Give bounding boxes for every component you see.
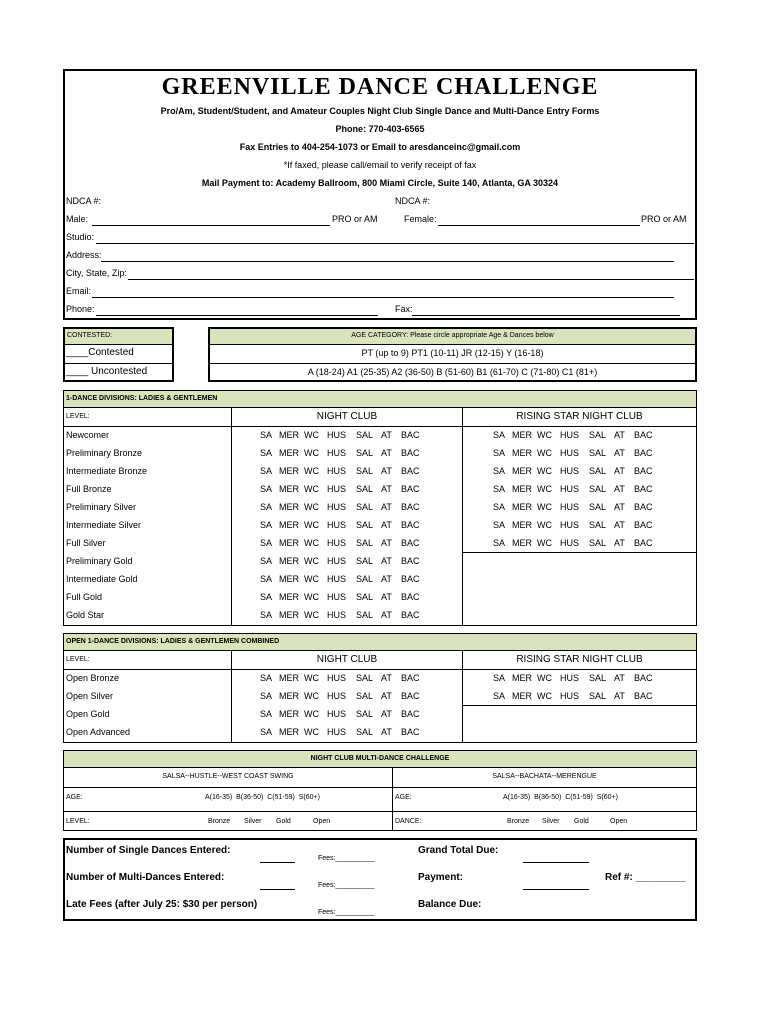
single-level-row: Intermediate Silver [66, 520, 142, 530]
open-rising-bottom [462, 705, 696, 706]
single-nightclub-mer-option[interactable]: MER [279, 574, 299, 584]
single-nightclub-mer-option[interactable]: MER [279, 484, 299, 494]
single-nightclub-wc-option[interactable]: WC [304, 430, 319, 440]
open-level-row: Open Advanced [66, 727, 131, 737]
single-risingstar-mer-option[interactable]: MER [512, 466, 532, 476]
open-col-nightclub: NIGHT CLUB [316, 654, 378, 665]
open-nightclub-hus-option[interactable]: HUS [327, 691, 347, 701]
single-risingstar-sal-option[interactable]: SAL [589, 466, 607, 476]
single-risingstar-mer-option[interactable]: MER [512, 502, 532, 512]
multi-age-label-2: AGE: [395, 794, 412, 801]
open-nightclub-sa-option[interactable]: SA [260, 673, 273, 683]
single-risingstar-bac-option[interactable]: BAC [634, 430, 653, 440]
single-nightclub-bac-option[interactable]: BAC [401, 520, 420, 530]
city-label: City, State, Zip: [66, 268, 127, 278]
multi-right-title: SALSA--BACHATA--MERENGUE [492, 773, 597, 780]
studio-line[interactable] [96, 243, 694, 244]
single-risingstar-at-option[interactable]: AT [614, 448, 625, 458]
single-level-row: Preliminary Gold [66, 556, 133, 566]
single-level-label: LEVEL: [66, 413, 90, 420]
single-risingstar-mer-option[interactable]: MER [512, 520, 532, 530]
single-risingstar-wc-option[interactable]: WC [537, 502, 552, 512]
single-nightclub-mer-option[interactable]: MER [279, 538, 299, 548]
single-nightclub-hus-option[interactable]: HUS [327, 430, 347, 440]
single-risingstar-at-option[interactable]: AT [614, 502, 625, 512]
open-risingstar-wc-option[interactable]: WC [537, 673, 552, 683]
multi-level-label: LEVEL: [66, 818, 90, 825]
single-risingstar-wc-option[interactable]: WC [537, 430, 552, 440]
multi-count-line[interactable] [260, 889, 295, 890]
page-title: GREENVILLE DANCE CHALLENGE [161, 74, 599, 100]
single-nightclub-mer-option[interactable]: MER [279, 430, 299, 440]
single-nightclub-bac-option[interactable]: BAC [401, 538, 420, 548]
single-nightclub-sal-option[interactable]: SAL [356, 430, 374, 440]
payment-line[interactable] [523, 889, 589, 890]
open-col-divider-2 [462, 651, 463, 742]
open-level-row: Open Silver [66, 691, 114, 701]
open-nightclub-bac-option[interactable]: BAC [401, 673, 420, 683]
pro-am-1: PRO or AM [332, 214, 378, 224]
open-nightclub-wc-option[interactable]: WC [304, 709, 319, 719]
multi-dance-gold[interactable]: Gold [574, 818, 589, 825]
open-col-risingstar: RISING STAR NIGHT CLUB [516, 654, 643, 665]
open-nightclub-bac-option[interactable]: BAC [401, 709, 420, 719]
single-nightclub-sa-option[interactable]: SA [260, 538, 273, 548]
single-risingstar-mer-option[interactable]: MER [512, 448, 532, 458]
age-line-1: PT (up to 9) PT1 (10-11) JR (12-15) Y (16-18) [361, 348, 544, 358]
open-risingstar-at-option[interactable]: AT [614, 691, 625, 701]
single-nightclub-bac-option[interactable]: BAC [401, 484, 420, 494]
single-nightclub-hus-option[interactable]: HUS [327, 520, 347, 530]
multi-age-options-2[interactable]: A(16-35) B(36-50) C(51-59) S(60+) [503, 794, 618, 801]
multi-dance-open[interactable]: Open [610, 818, 628, 825]
late-fees-label: Late Fees (after July 25: $30 per person) [66, 899, 258, 910]
fax-label: Fax: [395, 304, 413, 314]
single-nightclub-wc-option[interactable]: WC [304, 592, 319, 602]
single-risingstar-hus-option[interactable]: HUS [560, 520, 580, 530]
open-header [64, 634, 696, 651]
single-level-row: Full Silver [66, 538, 106, 548]
open-risingstar-sa-option[interactable]: SA [493, 691, 506, 701]
single-nightclub-at-option[interactable]: AT [381, 484, 392, 494]
male-line[interactable] [92, 225, 330, 226]
single-nightclub-sal-option[interactable]: SAL [356, 592, 374, 602]
open-nightclub-sal-option[interactable]: SAL [356, 673, 374, 683]
single-level-row: Preliminary Bronze [66, 448, 143, 458]
single-nightclub-hus-option[interactable]: HUS [327, 556, 347, 566]
contested-divider [65, 363, 172, 364]
single-nightclub-sal-option[interactable]: SAL [356, 556, 374, 566]
single-col-risingstar: RISING STAR NIGHT CLUB [516, 411, 643, 422]
studio-label: Studio: [66, 232, 95, 242]
subtitle: Pro/Am, Student/Student, and Amateur Couples Night Club Single Dance and Multi-Dance Entry Forms [160, 106, 600, 116]
multi-dance-silver[interactable]: Silver [542, 818, 560, 825]
multi-level-silver[interactable]: Silver [244, 818, 262, 825]
single-nightclub-wc-option[interactable]: WC [304, 610, 319, 620]
single-risingstar-bac-option[interactable]: BAC [634, 538, 653, 548]
single-header-text: 1-DANCE DIVISIONS: LADIES & GENTLEMEN [66, 395, 218, 402]
single-nightclub-at-option[interactable]: AT [381, 556, 392, 566]
single-risingstar-bac-option[interactable]: BAC [634, 520, 653, 530]
single-risingstar-sal-option[interactable]: SAL [589, 538, 607, 548]
single-nightclub-bac-option[interactable]: BAC [401, 502, 420, 512]
open-risingstar-mer-option[interactable]: MER [512, 673, 532, 683]
single-level-row: Full Gold [66, 592, 103, 602]
single-nightclub-bac-option[interactable]: BAC [401, 574, 420, 584]
single-subheader-line [64, 426, 696, 427]
single-risingstar-sal-option[interactable]: SAL [589, 430, 607, 440]
age-header-text: AGE CATEGORY: Please circle appropriate Age & Dances below [351, 332, 554, 339]
single-header [64, 391, 696, 408]
single-risingstar-hus-option[interactable]: HUS [560, 484, 580, 494]
single-risingstar-wc-option[interactable]: WC [537, 448, 552, 458]
open-nightclub-wc-option[interactable]: WC [304, 727, 319, 737]
single-level-row: Gold Star [66, 610, 105, 620]
single-nightclub-at-option[interactable]: AT [381, 520, 392, 530]
single-nightclub-sal-option[interactable]: SAL [356, 538, 374, 548]
open-nightclub-at-option[interactable]: AT [381, 727, 392, 737]
ndca-label-2: NDCA #: [395, 196, 431, 206]
single-nightclub-mer-option[interactable]: MER [279, 556, 299, 566]
single-nightclub-mer-option[interactable]: MER [279, 502, 299, 512]
multi-center-divider [392, 768, 393, 830]
open-nightclub-bac-option[interactable]: BAC [401, 691, 420, 701]
open-risingstar-bac-option[interactable]: BAC [634, 691, 653, 701]
open-risingstar-mer-option[interactable]: MER [512, 691, 532, 701]
single-nightclub-wc-option[interactable]: WC [304, 502, 319, 512]
open-nightclub-hus-option[interactable]: HUS [327, 673, 347, 683]
open-risingstar-wc-option[interactable]: WC [537, 691, 552, 701]
multi-level-open[interactable]: Open [313, 818, 331, 825]
open-nightclub-sa-option[interactable]: SA [260, 727, 273, 737]
single-nightclub-wc-option[interactable]: WC [304, 484, 319, 494]
single-nightclub-wc-option[interactable]: WC [304, 574, 319, 584]
single-nightclub-sa-option[interactable]: SA [260, 430, 273, 440]
open-nightclub-bac-option[interactable]: BAC [401, 727, 420, 737]
single-nightclub-hus-option[interactable]: HUS [327, 538, 347, 548]
single-rising-bottom [462, 552, 696, 553]
single-count-label: Number of Single Dances Entered: [66, 845, 231, 856]
single-nightclub-sal-option[interactable]: SAL [356, 466, 374, 476]
open-header-text: OPEN 1-DANCE DIVISIONS: LADIES & GENTLEMEN COMBINED [66, 638, 280, 645]
single-nightclub-sa-option[interactable]: SA [260, 520, 273, 530]
single-risingstar-wc-option[interactable]: WC [537, 520, 552, 530]
open-nightclub-sa-option[interactable]: SA [260, 709, 273, 719]
contested-option[interactable]: ____Contested [66, 347, 134, 358]
open-nightclub-mer-option[interactable]: MER [279, 673, 299, 683]
open-level-row: Open Bronze [66, 673, 120, 683]
single-nightclub-bac-option[interactable]: BAC [401, 448, 420, 458]
single-level-row: Full Bronze [66, 484, 112, 494]
open-nightclub-wc-option[interactable]: WC [304, 691, 319, 701]
multi-dance-bronze[interactable]: Bronze [507, 818, 530, 825]
single-nightclub-sal-option[interactable]: SAL [356, 610, 374, 620]
uncontested-option[interactable]: ____ Uncontested [66, 366, 148, 377]
single-nightclub-mer-option[interactable]: MER [279, 466, 299, 476]
single-risingstar-hus-option[interactable]: HUS [560, 502, 580, 512]
single-col-divider-2 [462, 408, 463, 625]
single-nightclub-mer-option[interactable]: MER [279, 448, 299, 458]
single-risingstar-bac-option[interactable]: BAC [634, 502, 653, 512]
single-risingstar-sa-option[interactable]: SA [493, 466, 506, 476]
single-nightclub-bac-option[interactable]: BAC [401, 556, 420, 566]
age-divider [210, 363, 695, 364]
open-risingstar-at-option[interactable]: AT [614, 673, 625, 683]
single-nightclub-sal-option[interactable]: SAL [356, 502, 374, 512]
phone-field-line[interactable] [96, 315, 378, 316]
single-risingstar-at-option[interactable]: AT [614, 466, 625, 476]
single-nightclub-sa-option[interactable]: SA [260, 502, 273, 512]
single-nightclub-sal-option[interactable]: SAL [356, 520, 374, 530]
single-risingstar-sal-option[interactable]: SAL [589, 502, 607, 512]
multi-age-label: AGE: [66, 794, 83, 801]
open-nightclub-mer-option[interactable]: MER [279, 691, 299, 701]
multi-age-options[interactable]: A(16-35) B(36-50) C(51-59) S(60+) [205, 794, 320, 801]
age-line-2: A (18-24) A1 (25-35) A2 (36-50) B (51-60) B1 (61-70) C (71-80) C1 (81+) [307, 367, 598, 377]
single-nightclub-sa-option[interactable]: SA [260, 592, 273, 602]
open-nightclub-sa-option[interactable]: SA [260, 691, 273, 701]
single-nightclub-wc-option[interactable]: WC [304, 520, 319, 530]
single-nightclub-hus-option[interactable]: HUS [327, 610, 347, 620]
single-nightclub-sa-option[interactable]: SA [260, 466, 273, 476]
single-nightclub-at-option[interactable]: AT [381, 466, 392, 476]
female-line[interactable] [438, 225, 640, 226]
female-label: Female: [404, 214, 437, 224]
single-nightclub-at-option[interactable]: AT [381, 574, 392, 584]
fax-note: *If faxed, please call/email to verify receipt of fax [283, 160, 477, 170]
single-nightclub-bac-option[interactable]: BAC [401, 466, 420, 476]
single-risingstar-sa-option[interactable]: SA [493, 538, 506, 548]
single-risingstar-hus-option[interactable]: HUS [560, 466, 580, 476]
single-col-divider-1 [231, 408, 232, 625]
contested-header [65, 329, 172, 345]
grand-total-line[interactable] [523, 862, 589, 863]
single-risingstar-sal-option[interactable]: SAL [589, 484, 607, 494]
multi-mid-line [64, 811, 696, 812]
email-line[interactable] [92, 297, 674, 298]
single-nightclub-bac-option[interactable]: BAC [401, 430, 420, 440]
single-risingstar-sal-option[interactable]: SAL [589, 520, 607, 530]
fax-field-line[interactable] [412, 315, 680, 316]
city-line[interactable] [128, 279, 694, 280]
single-nightclub-bac-option[interactable]: BAC [401, 592, 420, 602]
single-risingstar-sal-option[interactable]: SAL [589, 448, 607, 458]
address-line[interactable] [101, 261, 674, 262]
single-nightclub-hus-option[interactable]: HUS [327, 448, 347, 458]
open-risingstar-sa-option[interactable]: SA [493, 673, 506, 683]
open-nightclub-at-option[interactable]: AT [381, 673, 392, 683]
multi-count-label: Number of Multi-Dances Entered: [66, 872, 225, 883]
open-subheader-line [64, 669, 696, 670]
single-risingstar-sa-option[interactable]: SA [493, 484, 506, 494]
single-risingstar-sa-option[interactable]: SA [493, 520, 506, 530]
single-risingstar-wc-option[interactable]: WC [537, 538, 552, 548]
age-header [210, 329, 695, 345]
open-level-row: Open Gold [66, 709, 110, 719]
single-nightclub-hus-option[interactable]: HUS [327, 466, 347, 476]
open-risingstar-hus-option[interactable]: HUS [560, 673, 580, 683]
single-risingstar-at-option[interactable]: AT [614, 430, 625, 440]
fees-1[interactable]: Fees:__________ [318, 855, 375, 862]
single-nightclub-sa-option[interactable]: SA [260, 610, 273, 620]
single-risingstar-wc-option[interactable]: WC [537, 484, 552, 494]
open-nightclub-sal-option[interactable]: SAL [356, 727, 374, 737]
fees-2[interactable]: Fees:__________ [318, 882, 375, 889]
single-nightclub-at-option[interactable]: AT [381, 430, 392, 440]
single-risingstar-hus-option[interactable]: HUS [560, 430, 580, 440]
single-count-line[interactable] [260, 862, 295, 863]
multi-title-line [64, 787, 696, 788]
address-label: Address: [66, 250, 102, 260]
single-risingstar-wc-option[interactable]: WC [537, 466, 552, 476]
pro-am-2: PRO or AM [641, 214, 687, 224]
single-risingstar-bac-option[interactable]: BAC [634, 484, 653, 494]
single-nightclub-sa-option[interactable]: SA [260, 448, 273, 458]
open-nightclub-hus-option[interactable]: HUS [327, 727, 347, 737]
multi-header-text: NIGHT CLUB MULTI-DANCE CHALLENGE [310, 755, 450, 762]
single-level-row: Preliminary Silver [66, 502, 137, 512]
single-risingstar-at-option[interactable]: AT [614, 538, 625, 548]
open-nightclub-hus-option[interactable]: HUS [327, 709, 347, 719]
male-label: Male: [66, 214, 89, 224]
open-level-label: LEVEL: [66, 656, 90, 663]
multi-dance-label: DANCE: [395, 818, 422, 825]
open-risingstar-bac-option[interactable]: BAC [634, 673, 653, 683]
open-risingstar-hus-option[interactable]: HUS [560, 691, 580, 701]
single-nightclub-sal-option[interactable]: SAL [356, 448, 374, 458]
single-nightclub-bac-option[interactable]: BAC [401, 610, 420, 620]
single-nightclub-mer-option[interactable]: MER [279, 610, 299, 620]
single-risingstar-bac-option[interactable]: BAC [634, 466, 653, 476]
single-nightclub-at-option[interactable]: AT [381, 610, 392, 620]
mail-line: Mail Payment to: Academy Ballroom, 800 Miami Circle, Suite 140, Atlanta, GA 30324 [201, 178, 559, 188]
single-risingstar-hus-option[interactable]: HUS [560, 448, 580, 458]
multi-level-gold[interactable]: Gold [276, 818, 291, 825]
single-nightclub-hus-option[interactable]: HUS [327, 592, 347, 602]
single-nightclub-wc-option[interactable]: WC [304, 466, 319, 476]
single-level-row: Newcomer [66, 430, 110, 440]
single-nightclub-at-option[interactable]: AT [381, 592, 392, 602]
contested-header-text: CONTESTED: [67, 332, 113, 339]
multi-level-bronze[interactable]: Bronze [208, 818, 231, 825]
phone-line: Phone: 770-403-6565 [335, 124, 425, 134]
single-nightclub-wc-option[interactable]: WC [304, 538, 319, 548]
open-nightclub-mer-option[interactable]: MER [279, 727, 299, 737]
open-col-divider-1 [231, 651, 232, 742]
phone-label: Phone: [66, 304, 95, 314]
single-risingstar-sa-option[interactable]: SA [493, 430, 506, 440]
single-risingstar-sa-option[interactable]: SA [493, 448, 506, 458]
ndca-label-1: NDCA #: [66, 196, 102, 206]
open-nightclub-sal-option[interactable]: SAL [356, 709, 374, 719]
single-level-row: Intermediate Bronze [66, 466, 148, 476]
single-level-row: Intermediate Gold [66, 574, 138, 584]
open-nightclub-wc-option[interactable]: WC [304, 673, 319, 683]
multi-header [64, 751, 696, 768]
single-nightclub-at-option[interactable]: AT [381, 502, 392, 512]
single-nightclub-mer-option[interactable]: MER [279, 592, 299, 602]
single-risingstar-at-option[interactable]: AT [614, 484, 625, 494]
single-nightclub-at-option[interactable]: AT [381, 538, 392, 548]
single-risingstar-hus-option[interactable]: HUS [560, 538, 580, 548]
single-risingstar-mer-option[interactable]: MER [512, 484, 532, 494]
single-nightclub-at-option[interactable]: AT [381, 448, 392, 458]
single-risingstar-bac-option[interactable]: BAC [634, 448, 653, 458]
single-nightclub-hus-option[interactable]: HUS [327, 484, 347, 494]
single-nightclub-sal-option[interactable]: SAL [356, 574, 374, 584]
single-nightclub-hus-option[interactable]: HUS [327, 574, 347, 584]
ref-label[interactable]: Ref #: _________ [605, 872, 686, 883]
single-nightclub-sal-option[interactable]: SAL [356, 484, 374, 494]
payment-label: Payment: [418, 872, 464, 883]
single-nightclub-sa-option[interactable]: SA [260, 574, 273, 584]
open-risingstar-sal-option[interactable]: SAL [589, 673, 607, 683]
open-nightclub-at-option[interactable]: AT [381, 709, 392, 719]
open-risingstar-sal-option[interactable]: SAL [589, 691, 607, 701]
single-nightclub-sa-option[interactable]: SA [260, 556, 273, 566]
fees-3[interactable]: Fees:__________ [318, 909, 375, 916]
balance-label: Balance Due: [418, 899, 482, 910]
email-label: Email: [66, 286, 92, 296]
open-nightclub-at-option[interactable]: AT [381, 691, 392, 701]
open-nightclub-mer-option[interactable]: MER [279, 709, 299, 719]
single-risingstar-at-option[interactable]: AT [614, 520, 625, 530]
grand-total-label: Grand Total Due: [418, 845, 499, 856]
single-risingstar-mer-option[interactable]: MER [512, 430, 532, 440]
single-risingstar-mer-option[interactable]: MER [512, 538, 532, 548]
multi-left-title: SALSA--HUSTLE--WEST COAST SWING [162, 773, 294, 780]
single-nightclub-sa-option[interactable]: SA [260, 484, 273, 494]
single-col-nightclub: NIGHT CLUB [316, 411, 378, 422]
single-nightclub-wc-option[interactable]: WC [304, 556, 319, 566]
single-nightclub-mer-option[interactable]: MER [279, 520, 299, 530]
open-nightclub-sal-option[interactable]: SAL [356, 691, 374, 701]
fax-line: Fax Entries to 404-254-1073 or Email to aresdanceinc@gmail.com [239, 142, 521, 152]
single-nightclub-wc-option[interactable]: WC [304, 448, 319, 458]
single-risingstar-sa-option[interactable]: SA [493, 502, 506, 512]
single-nightclub-hus-option[interactable]: HUS [327, 502, 347, 512]
